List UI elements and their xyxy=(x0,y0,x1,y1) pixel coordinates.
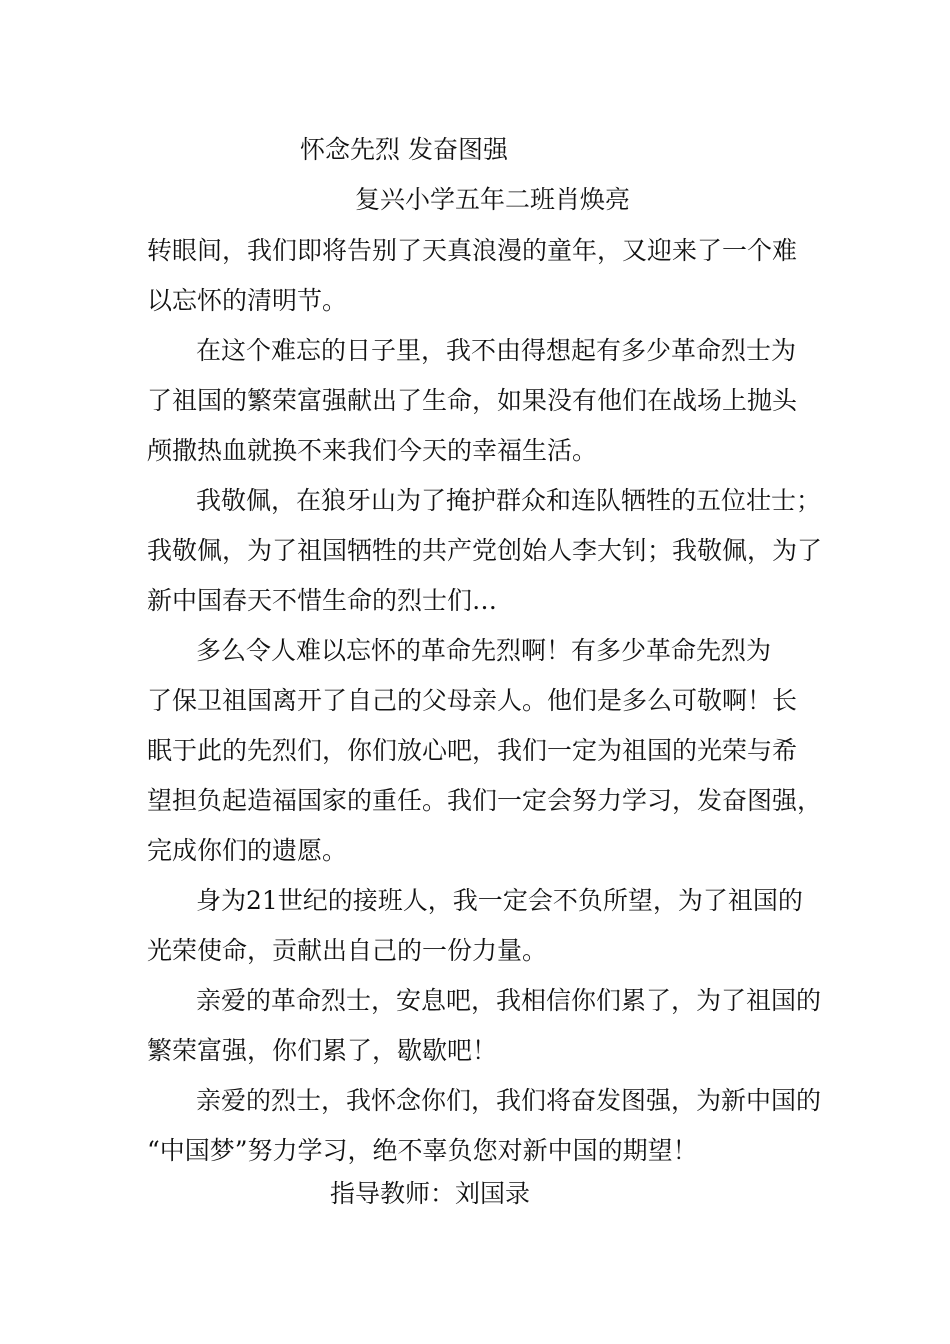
paragraph-2-line-1: 在这个难忘的日子里，我不由得想起有多少革命烈士为 xyxy=(196,336,797,365)
paragraph-4-line-4: 望担负起造福国家的重任。我们一定会努力学习，发奋图强， xyxy=(147,786,823,815)
paragraph-5-line-2: 光荣使命，贡献出自己的一份力量。 xyxy=(147,936,548,965)
document-author: 复兴小学五年二班肖焕亮 xyxy=(355,185,631,214)
paragraph-6-line-1: 亲爱的革命烈士，安息吧，我相信你们累了，为了祖国的 xyxy=(196,986,822,1015)
paragraph-4-line-1: 多么令人难以忘怀的革命先烈啊！有多少革命先烈为 xyxy=(196,636,772,665)
paragraph-2-line-3: 颅撒热血就换不来我们今天的幸福生活。 xyxy=(147,436,598,465)
paragraph-6-line-2: 繁荣富强，你们累了，歇歇吧！ xyxy=(147,1036,498,1065)
teacher-signature: 指导教师：刘国录 xyxy=(330,1179,531,1208)
paragraph-3-line-2: 我敬佩，为了祖国牺牲的共产党创始人李大钊；我敬佩，为了 xyxy=(147,536,823,565)
paragraph-2-line-2: 了祖国的繁荣富强献出了生命，如果没有他们在战场上抛头 xyxy=(147,386,798,415)
paragraph-3-line-3: 新中国春天不惜生命的烈士们… xyxy=(147,586,498,615)
paragraph-3-line-1: 我敬佩，在狼牙山为了掩护群众和连队牺牲的五位壮士； xyxy=(196,486,822,515)
paragraph-4-line-3: 眠于此的先烈们，你们放心吧，我们一定为祖国的光荣与希 xyxy=(147,736,798,765)
paragraph-7-line-1: 亲爱的烈士，我怀念你们，我们将奋发图强，为新中国的 xyxy=(196,1086,822,1115)
paragraph-4-line-2: 了保卫祖国离开了自己的父母亲人。他们是多么可敬啊！长 xyxy=(147,686,798,715)
paragraph-4-line-5: 完成你们的遗愿。 xyxy=(147,836,348,865)
paragraph-1-line-1: 转眼间，我们即将告别了天真浪漫的童年，又迎来了一个难 xyxy=(147,236,798,265)
paragraph-1-line-2: 以忘怀的清明节。 xyxy=(147,286,348,315)
paragraph-7-line-2: “中国梦”努力学习，绝不辜负您对新中国的期望！ xyxy=(147,1136,698,1165)
document-title: 怀念先烈 发奋图强 xyxy=(300,135,508,164)
paragraph-5-line-1: 身为21世纪的接班人，我一定会不负所望，为了祖国的 xyxy=(196,886,803,915)
